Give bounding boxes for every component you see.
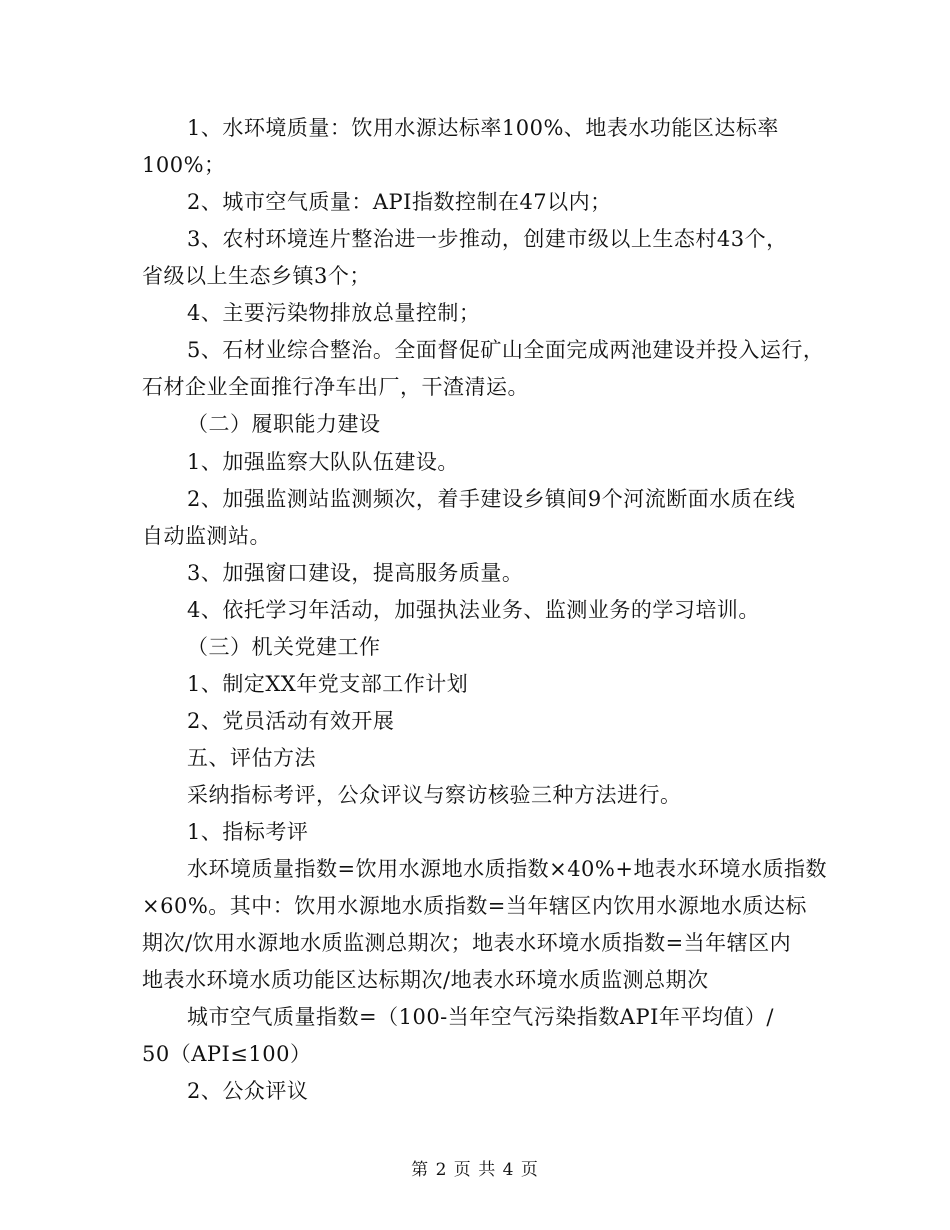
text-line: 3、加强窗口建设，提高服务质量。 <box>187 561 524 585</box>
text-line: 城市空气质量指数=（100-当年空气污染指数API年平均值）/ <box>187 1005 774 1029</box>
text-line: 期次/饮用水源地水质监测总期次；地表水环境水质指数=当年辖区内 <box>142 931 792 955</box>
text-line: 50（API≤100） <box>142 1042 312 1066</box>
text-line: 自动监测站。 <box>142 524 271 548</box>
text-line: 5、石材业综合整治。全面督促矿山全面完成两池建设并投入运行， <box>187 338 825 362</box>
text-line: 4、依托学习年活动，加强执法业务、监测业务的学习培训。 <box>187 598 760 622</box>
text-line: 2、城市空气质量：API指数控制在47以内； <box>187 190 612 214</box>
section-heading: （二）履职能力建设 <box>187 412 381 436</box>
text-line: 100%； <box>142 153 226 177</box>
text-line: 水环境质量指数=饮用水源地水质指数×40%+地表水环境水质指数 <box>187 857 827 881</box>
text-line: 石材企业全面推行净车出厂，干渣清运。 <box>142 375 529 399</box>
text-line: 2、公众评议 <box>187 1079 309 1103</box>
text-line: 1、水环境质量：饮用水源达标率100%、地表水功能区达标率 <box>187 116 779 140</box>
section-heading: （三）机关党建工作 <box>187 635 381 659</box>
text-line: 4、主要污染物排放总量控制； <box>187 301 481 325</box>
page-number-footer: 第 2 页 共 4 页 <box>411 1160 539 1180</box>
text-line: 2、党员活动有效开展 <box>187 709 395 733</box>
text-line: 1、指标考评 <box>187 820 309 844</box>
text-line: ×60%。其中：饮用水源地水质指数=当年辖区内饮用水源地水质达标 <box>142 894 807 918</box>
section-heading: 五、评估方法 <box>187 746 316 770</box>
text-line: 省级以上生态乡镇3个； <box>142 264 371 288</box>
text-line: 1、加强监察大队队伍建设。 <box>187 450 459 474</box>
text-line: 3、农村环境连片整治进一步推动，创建市级以上生态村43个， <box>187 227 788 251</box>
text-line: 1、制定XX年党支部工作计划 <box>187 672 469 696</box>
text-line: 采纳指标考评，公众评议与察访核验三种方法进行。 <box>187 783 682 807</box>
text-line: 2、加强监测站监测频次，着手建设乡镇间9个河流断面水质在线 <box>187 487 796 511</box>
text-line: 地表水环境水质功能区达标期次/地表水环境水质监测总期次 <box>142 968 709 992</box>
